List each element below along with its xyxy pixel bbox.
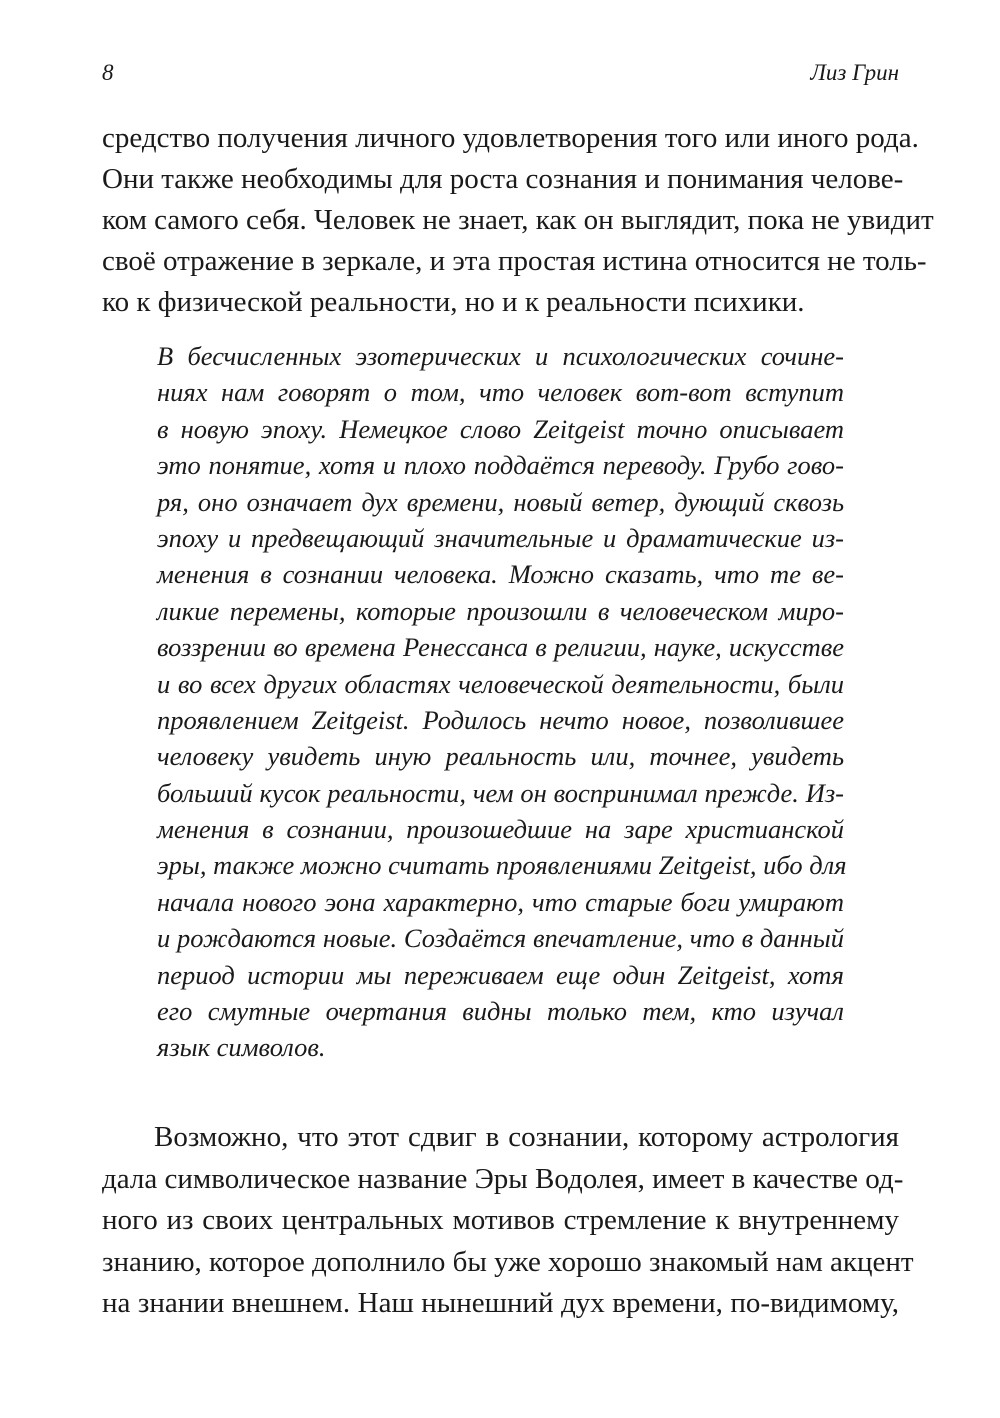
quote-line: эпоху и предвещающий значительные и драматические из- bbox=[157, 522, 844, 553]
text-line: ного из своих центральных мотивов стремление к внутреннему bbox=[102, 1204, 899, 1236]
quote-block bbox=[157, 338, 847, 1066]
quote-line: его смутные очертания видны только тем, кто изучал bbox=[157, 996, 844, 1027]
quote-line: проявлением Zeitgeist. Родилось нечто новое, позволившее bbox=[157, 704, 844, 735]
quote-line: начала нового эона характерно, что старые боги умирают bbox=[157, 886, 844, 917]
quote-line: менения в сознании человека. Можно сказать, что те ве- bbox=[157, 559, 844, 590]
quote-line: больший кусок реальности, чем он воспринимал прежде. Из- bbox=[157, 777, 844, 808]
quote-line: ниях нам говорят о том, что человек вот-вот вступит bbox=[157, 377, 844, 408]
text-line: Они также необходимы для роста сознания и понимания челове- bbox=[102, 163, 904, 195]
text-line: своё отражение в зеркале, и эта простая истина относится не толь- bbox=[102, 245, 927, 277]
paragraph-1 bbox=[102, 118, 934, 323]
quote-line: ликие перемены, которые произошли в человеческом миро- bbox=[157, 595, 844, 626]
quote-line: в новую эпоху. Немецкое слово Zeitgeist точно описывает bbox=[157, 413, 844, 444]
page-number: 8 bbox=[102, 60, 114, 85]
quote-line: ря, оно означает дух времени, новый ветер, дующий сквозь bbox=[157, 486, 844, 517]
quote-line: В бесчисленных эзотерических и психологических сочине- bbox=[157, 341, 844, 371]
text-line: ком самого себя. Человек не знает, как он выглядит, пока не увидит bbox=[102, 204, 934, 236]
quote-line: человеку увидеть иную реальность или, точнее, увидеть bbox=[157, 741, 844, 772]
quote-line: и во всех других областях человеческой деятельности, были bbox=[157, 668, 844, 699]
text-line: средство получения личного удовлетворения того или иного рода. bbox=[102, 122, 919, 154]
text-line: знанию, которое дополнило бы уже хорошо знакомый нам акцент bbox=[102, 1245, 914, 1278]
quote-line: это понятие, хотя и плохо поддаётся переводу. Грубо гово- bbox=[157, 450, 844, 481]
text-line: на знании внешнем. Наш нынешний дух времени, по-видимому, bbox=[102, 1287, 899, 1319]
quote-line: и рождаются новые. Создаётся впечатление, что в данный bbox=[157, 923, 844, 954]
running-title: Лиз Грин bbox=[810, 60, 899, 85]
quote-line: менения в сознании, произошедшие на заре христианской bbox=[157, 814, 844, 845]
page-header bbox=[102, 60, 899, 90]
text-line: дала символическое название Эры Водолея, имеет в качестве од- bbox=[102, 1162, 904, 1195]
text-line: Возможно, что этот сдвиг в сознании, которому астрология bbox=[154, 1121, 899, 1153]
quote-line: эры, также можно считать проявлениями Zeitgeist, ибо для bbox=[157, 850, 847, 881]
quote-line: период истории мы переживаем еще один Zeitgeist, хотя bbox=[157, 959, 844, 990]
quote-line: язык символов. bbox=[157, 1032, 326, 1063]
quote-line: воззрении во времена Ренессанса в религии, науке, искусстве bbox=[157, 632, 844, 663]
paragraph-2 bbox=[102, 1117, 914, 1325]
text-line: ко к физической реальности, но и к реальности психики. bbox=[102, 286, 805, 318]
